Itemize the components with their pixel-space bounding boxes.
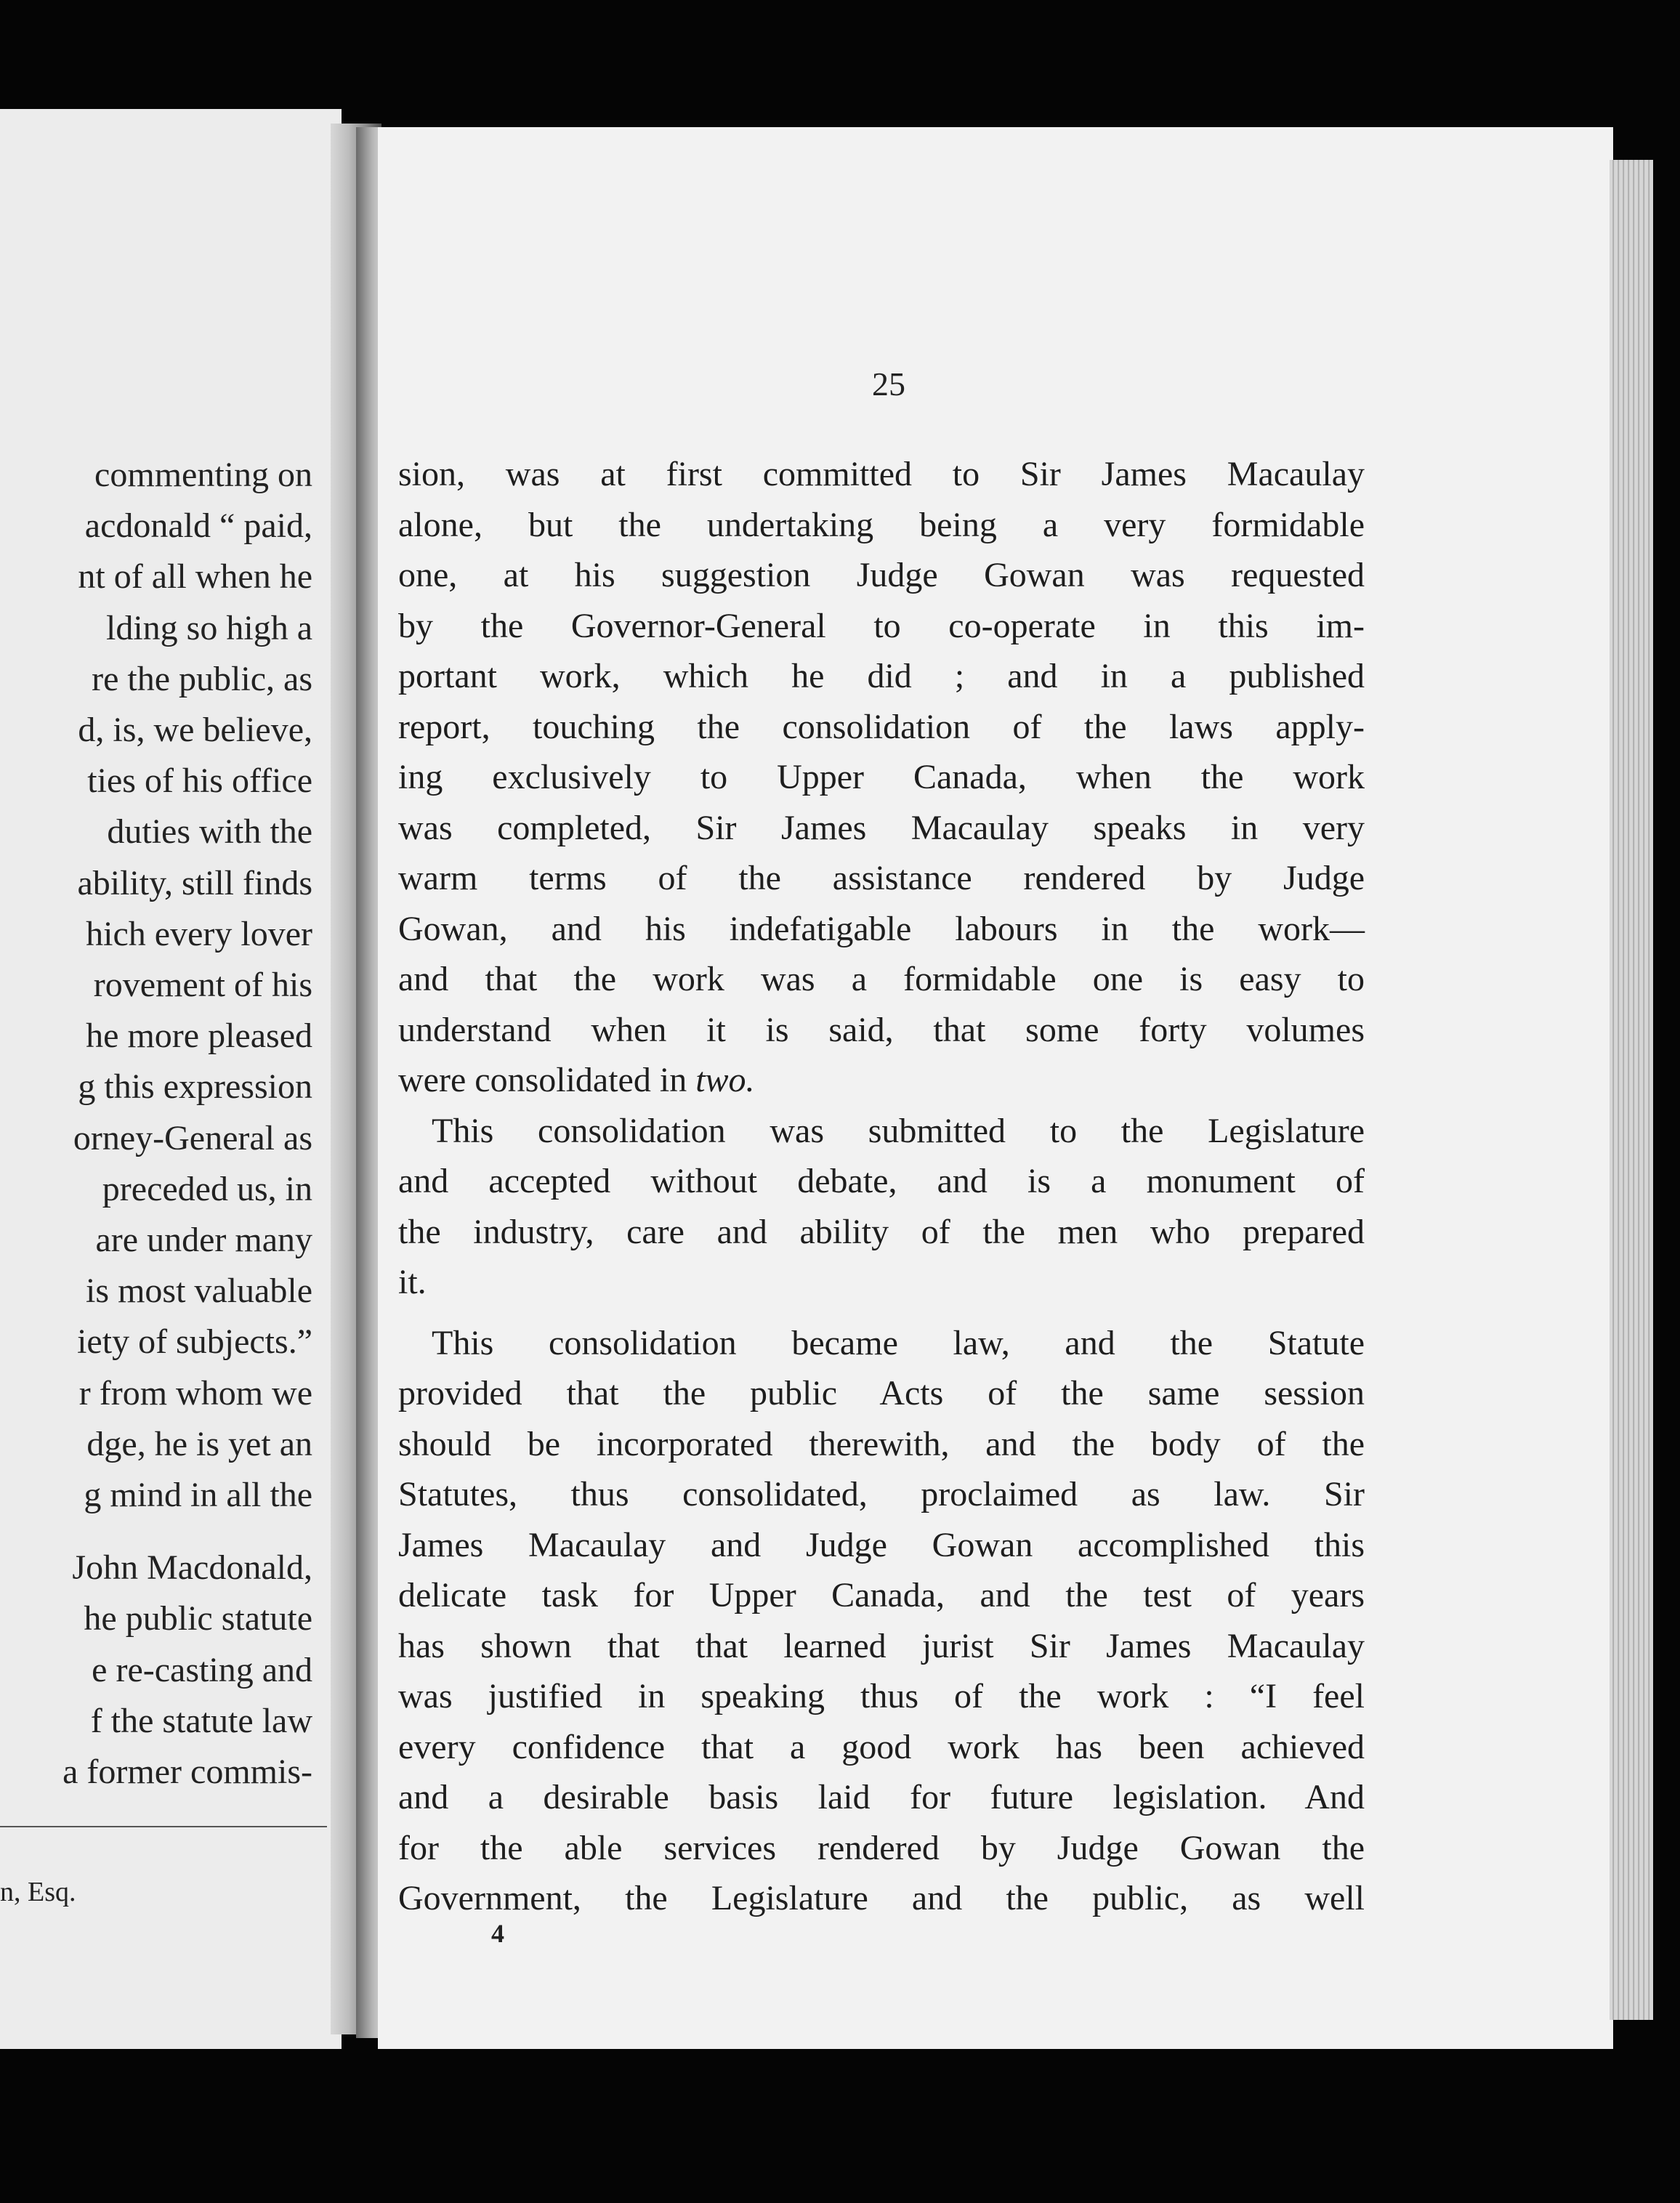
text-line: was justified in speaking thus of the work : “I feel [398,1677,1365,1715]
text-line: delicate task for Upper Canada, and the test of years [398,1576,1365,1614]
footnote-rule [0,1826,327,1827]
left-text-line: dge, he is yet an [86,1424,312,1463]
left-text-line: acdonald “ paid, [84,506,312,546]
text-line: for the able services rendered by Judge Gowan the [398,1828,1365,1867]
text-line: portant work, which he did ; and in a published [398,657,1365,695]
left-text-line: John Macdonald, [72,1548,312,1588]
text-line-prefix: were consolidated in [398,1061,696,1099]
left-footnote: n, Esq. [0,1877,76,1907]
left-text-line: nt of all when he [78,557,312,597]
paragraph [398,1318,1365,1924]
text-line: should be incorporated therewith, and the body of the [398,1424,1365,1463]
left-text-line: rovement of his [93,966,312,1004]
text-line: report, touching the consolidation of the laws apply- [398,707,1365,746]
left-text-line: lding so high a [106,608,312,647]
text-line [398,1055,1365,1106]
text-line: Gowan, and his indefatigable labours in the work— [398,909,1365,948]
page-number: 25 [872,365,905,403]
paragraph [398,1106,1365,1308]
body-text [398,449,1365,1924]
left-text-line: e re-casting and [92,1650,312,1689]
text-line: sion, was at first committed to Sir James Macaulay [398,455,1365,493]
text-line: one, at his suggestion Judge Gowan was requested [398,556,1365,594]
left-text-line: are under many [95,1221,312,1259]
text-line: the industry, care and ability of the men who prepared [398,1212,1365,1251]
left-text-line: he public statute [84,1599,312,1638]
left-text-line: preceded us, in [102,1169,312,1208]
text-line: Government, the Legislature and the public, as well [398,1879,1365,1917]
left-text-line: is most valuable [86,1272,312,1311]
left-text-line: ability, still finds [77,863,312,902]
text-line: Statutes, thus consolidated, proclaimed as law. Sir [398,1475,1365,1513]
signature-mark: 4 [491,1919,504,1948]
left-text-line: he more pleased [86,1016,312,1056]
text-line: by the Governor-General to co-operate in this im- [398,606,1365,645]
page-edges [1610,160,1653,2020]
text-line: and accepted without debate, and is a monument of [398,1162,1365,1200]
text-line: every confidence that a good work has been achieved [398,1727,1365,1766]
text-line: This consolidation was submitted to the Legislature [432,1111,1365,1150]
left-text-line: orney-General as [73,1118,312,1157]
left-text-line: hich every lover [86,914,312,953]
text-line: alone, but the undertaking being a very formidable [398,505,1365,544]
left-text-line: duties with the [107,812,312,852]
text-line: and a desirable basis laid for future legislation. And [398,1778,1365,1816]
left-text-line: g mind in all the [84,1476,312,1514]
left-page [0,109,342,2049]
paragraph [398,449,1365,1106]
left-text-line: f the statute law [90,1701,312,1740]
left-text-line: re the public, as [92,659,312,698]
left-text-line: a former commis- [62,1753,312,1791]
text-line: has shown that that learned jurist Sir James Macaulay [398,1626,1365,1665]
left-text-line: r from whom we [78,1373,312,1412]
text-line: warm terms of the assistance rendered by Judge [398,859,1365,897]
text-line: was completed, Sir James Macaulay speaks in very [398,808,1365,847]
left-text-line: ties of his office [87,761,312,801]
text-line: provided that the public Acts of the same session [398,1374,1365,1412]
text-line: and that the work was a formidable one is easy to [398,960,1365,998]
text-line: it. [398,1263,427,1301]
text-line: James Macaulay and Judge Gowan accomplished this [398,1525,1365,1564]
left-text-line: g this expression [78,1067,312,1107]
left-text-line: iety of subjects.” [77,1322,312,1362]
left-text-line: d, is, we believe, [78,711,312,749]
italic-word: two. [695,1061,755,1099]
text-line: ing exclusively to Upper Canada, when the work [398,758,1365,796]
left-text-line: commenting on [94,456,312,494]
text-line: This consolidation became law, and the Statute [432,1323,1365,1362]
text-line: understand when it is said, that some forty volumes [398,1010,1365,1049]
